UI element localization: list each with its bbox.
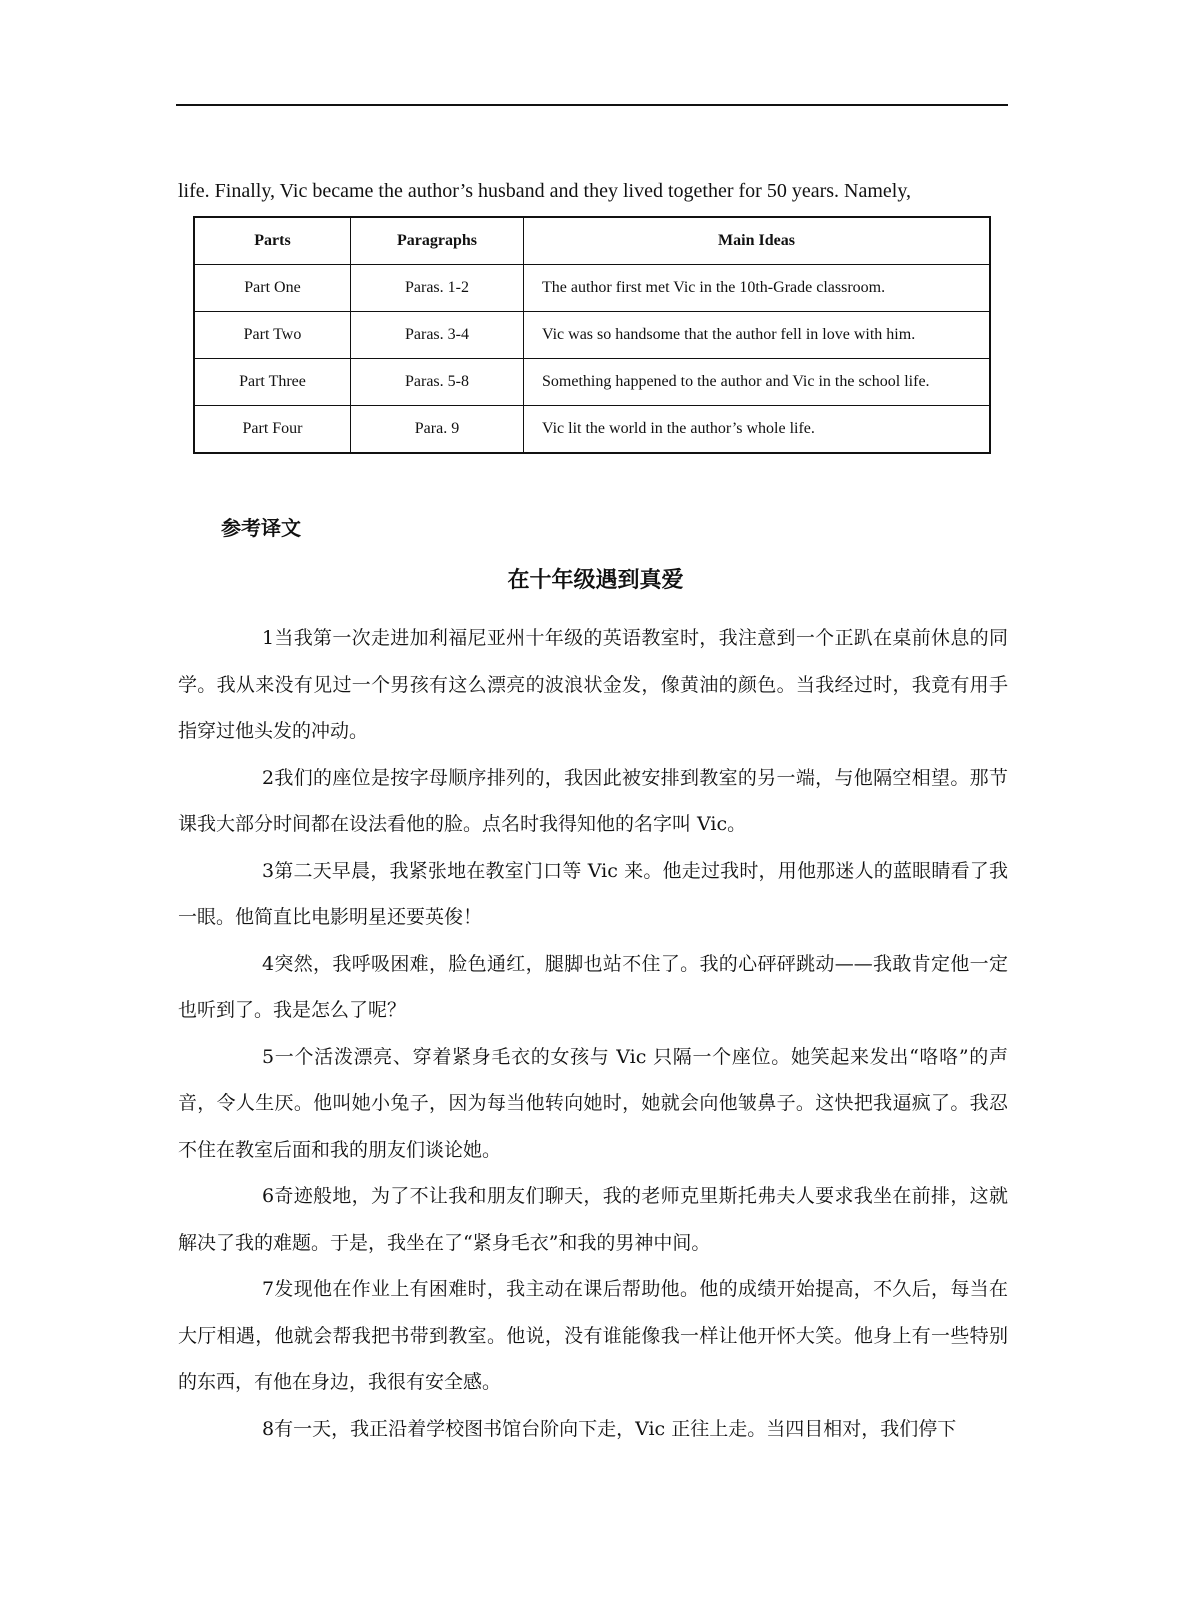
cell-part: Part Three (194, 359, 351, 406)
paragraph (178, 1034, 1008, 1174)
paragraph-text: 第二天早晨，我紧张地在教室门口等 Vic 来。他走过我时，用他那迷人的蓝眼睛看了我一眼。他简直比电影明星还要英俊！ (178, 859, 1008, 928)
paragraph (178, 615, 1008, 755)
parts-table (193, 216, 991, 454)
header-main-ideas: Main Ideas (524, 217, 991, 265)
header-paragraphs: Paragraphs (351, 217, 524, 265)
paragraph-text: 突然，我呼吸困难，脸色通红，腿脚也站不住了。我的心砰砰跳动——我敢肯定他一定也听到了。我是怎么了呢？ (178, 952, 1008, 1021)
paragraph (178, 941, 1008, 1034)
table-header-row (194, 217, 990, 265)
paragraph-number: 6 (262, 1185, 275, 1207)
paragraph-number: 3 (262, 859, 275, 882)
section-label: 参考译文 (221, 516, 301, 540)
cell-paragraphs: Paras. 5-8 (351, 359, 524, 406)
table-row (194, 406, 990, 454)
cell-part: Part Two (194, 312, 351, 359)
table-row (194, 265, 990, 312)
paragraph-number: 5 (262, 1045, 275, 1068)
cell-paragraphs: Paras. 3-4 (351, 312, 524, 359)
paragraph-number: 4 (262, 952, 275, 975)
paragraph-text: 有一天，我正沿着学校图书馆台阶向下走，Vic 正往上走。当四目相对，我们停下 (274, 1417, 957, 1440)
paragraph-number: 8 (262, 1417, 275, 1440)
header-parts: Parts (194, 217, 351, 265)
paragraph (178, 848, 1008, 941)
header-rule (176, 104, 1008, 106)
paragraph-number: 1 (262, 627, 275, 649)
paragraph-number: 7 (262, 1278, 275, 1300)
paragraph-text: 奇迹般地，为了不让我和朋友们聊天，我的老师克里斯托弗夫人要求我坐在前排，这就解决了我的难题。于是，我坐在了“紧身毛衣”和我的男神中间。 (178, 1185, 1008, 1254)
paragraph-text: 我们的座位是按字母顺序排列的，我因此被安排到教室的另一端，与他隔空相望。那节课我大部分时间都在设法看他的脸。点名时我得知他的名字叫 Vic。 (178, 766, 1008, 835)
paragraph-number: 2 (262, 766, 275, 789)
cell-main-idea: Vic was so handsome that the author fell in love with him. (524, 312, 991, 359)
table-row (194, 359, 990, 406)
paragraph-text: 一个活泼漂亮、穿着紧身毛衣的女孩与 Vic 只隔一个座位。她笑起来发出“咯咯”的声音，令人生厌。他叫她小兔子，因为每当他转向她时，她就会向他皱鼻子。这快把我逼疯了。我忍不住在教室后面和我的朋友们谈论她。 (178, 1045, 1008, 1161)
article-title: 在十年级遇到真爱 (507, 568, 684, 593)
paragraph-text: 发现他在作业上有困难时，我主动在课后帮助他。他的成绩开始提高，不久后，每当在大厅相遇，他就会帮我把书带到教室。他说，没有谁能像我一样让他开怀大笑。他身上有一些特别的东西，有他在身边，我很有安全感。 (178, 1278, 1008, 1393)
paragraph (178, 755, 1008, 848)
cell-main-idea: Something happened to the author and Vic in the school life. (524, 359, 991, 406)
paragraph (178, 1173, 1008, 1266)
cell-paragraphs: Paras. 1-2 (351, 265, 524, 312)
article-body (178, 615, 1008, 1452)
paragraph-text: 当我第一次走进加利福尼亚州十年级的英语教室时，我注意到一个正趴在桌前休息的同学。我从来没有见过一个男孩有这么漂亮的波浪状金发，像黄油的颜色。当我经过时，我竟有用手指穿过他头发的冲动。 (178, 627, 1008, 742)
paragraph (178, 1266, 1008, 1406)
cell-paragraphs: Para. 9 (351, 406, 524, 454)
cell-main-idea: The author first met Vic in the 10th-Grade classroom. (524, 265, 991, 312)
cell-part: Part One (194, 265, 351, 312)
cell-main-idea: Vic lit the world in the author’s whole life. (524, 406, 991, 454)
table-row (194, 312, 990, 359)
paragraph (178, 1406, 1008, 1453)
intro-text: life. Finally, Vic became the author’s husband and they lived together for 50 years. Namely, (178, 180, 912, 202)
cell-part: Part Four (194, 406, 351, 454)
